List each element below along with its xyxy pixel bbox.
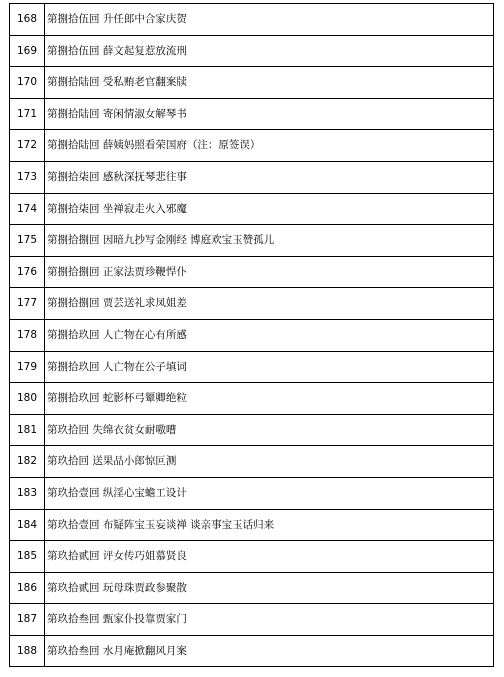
chapter-title: 第捌拾玖回 人亡物在公子填词: [45, 351, 494, 383]
table-row: [10, 35, 494, 67]
chapter-title: 第玖拾贰回 玩母珠贾政参聚散: [45, 572, 494, 604]
table-row: [10, 225, 494, 257]
chapter-title: 第玖拾叁回 水月庵掀翻风月案: [45, 635, 494, 667]
chapter-title: 第捌拾陆回 受私贿老官翻案牍: [45, 67, 494, 99]
row-number: 175: [10, 225, 45, 257]
table-row: [10, 477, 494, 509]
row-number: 178: [10, 319, 45, 351]
table-row: [10, 256, 494, 288]
chapter-title: 第玖拾贰回 评女传巧姐慕贤良: [45, 541, 494, 573]
row-number: 179: [10, 351, 45, 383]
table-row: [10, 635, 494, 667]
chapter-title: 第玖拾壹回 布疑阵宝玉妄谈禅 谈亲事宝玉话归来: [45, 509, 494, 541]
row-number: 174: [10, 193, 45, 225]
row-number: 182: [10, 446, 45, 478]
table-row: [10, 572, 494, 604]
table-row: [10, 446, 494, 478]
chapter-title: 第捌拾陆回 薛姨妈照看荣国府（注：原签误）: [45, 130, 494, 162]
row-number: 177: [10, 288, 45, 320]
table-row: [10, 414, 494, 446]
row-number: 188: [10, 635, 45, 667]
chapter-table: [9, 3, 494, 667]
chapter-title: 第捌拾伍回 薛文起复惹放流刑: [45, 35, 494, 67]
chapter-title: 第捌拾捌回 贾芸送礼求凤姐差: [45, 288, 494, 320]
chapter-title: 第捌拾伍回 升任郎中合家庆贺: [45, 4, 494, 36]
chapter-title: 第捌拾陆回 寄闲情淑女解琴书: [45, 98, 494, 130]
table-row: [10, 193, 494, 225]
table-row: [10, 319, 494, 351]
row-number: 176: [10, 256, 45, 288]
row-number: 171: [10, 98, 45, 130]
row-number: 186: [10, 572, 45, 604]
table-row: [10, 130, 494, 162]
table-row: [10, 351, 494, 383]
chapter-title: 第捌拾柒回 坐禅寂走火入邪魔: [45, 193, 494, 225]
chapter-title: 第捌拾捌回 正家法贾珍鞭悍仆: [45, 256, 494, 288]
row-number: 181: [10, 414, 45, 446]
chapter-title: 第捌拾玖回 蛇影杯弓颦卿绝粒: [45, 383, 494, 415]
row-number: 185: [10, 541, 45, 573]
row-number: 170: [10, 67, 45, 99]
chapter-title: 第玖拾回 送果品小郎惊叵测: [45, 446, 494, 478]
table-row: [10, 288, 494, 320]
row-number: 168: [10, 4, 45, 36]
row-number: 184: [10, 509, 45, 541]
chapter-title: 第玖拾回 失绵衣贫女耐嗷嘈: [45, 414, 494, 446]
row-number: 187: [10, 604, 45, 636]
chapter-title: 第捌拾玖回 人亡物在心有所感: [45, 319, 494, 351]
table-row: [10, 604, 494, 636]
table-row: [10, 161, 494, 193]
chapter-title: 第捌拾捌回 因暗九抄写金刚经 博庭欢宝玉赞孤儿: [45, 225, 494, 257]
table-row: [10, 4, 494, 36]
row-number: 172: [10, 130, 45, 162]
chapter-table-body: [10, 4, 494, 667]
chapter-title: 第捌拾柒回 感秋深抚琴悲往事: [45, 161, 494, 193]
row-number: 183: [10, 477, 45, 509]
row-number: 180: [10, 383, 45, 415]
table-row: [10, 67, 494, 99]
row-number: 169: [10, 35, 45, 67]
row-number: 173: [10, 161, 45, 193]
table-row: [10, 509, 494, 541]
table-row: [10, 383, 494, 415]
chapter-title: 第玖拾壹回 纵淫心宝蟾工设计: [45, 477, 494, 509]
table-row: [10, 541, 494, 573]
table-row: [10, 98, 494, 130]
chapter-title: 第玖拾叁回 甄家仆投靠贾家门: [45, 604, 494, 636]
